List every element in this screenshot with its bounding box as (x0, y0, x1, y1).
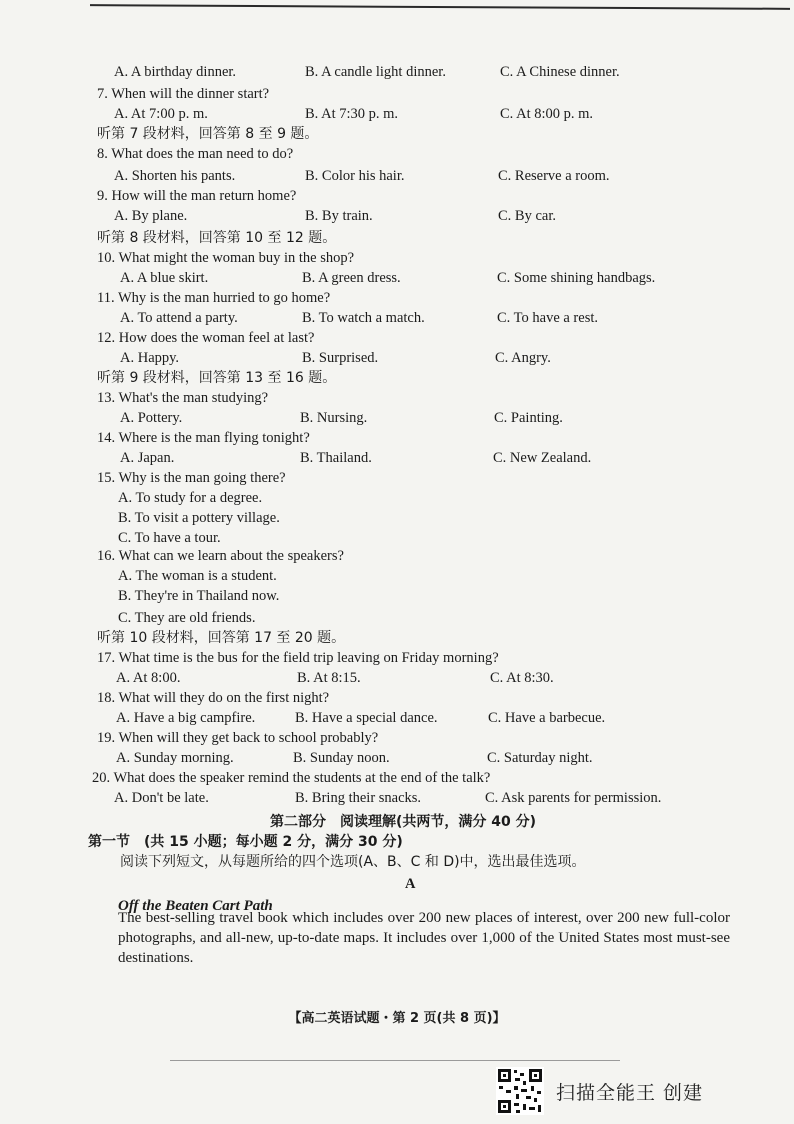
question-line (0, 648, 794, 668)
passage-paragraph (118, 908, 730, 968)
answer-option: C. By car. (498, 208, 556, 224)
question-text: C. They are old friends. (118, 610, 256, 626)
answer-option: C. Saturday night. (487, 750, 593, 766)
question-text: 15. Why is the man going there? (97, 470, 286, 486)
question-text: B. To visit a pottery village. (118, 510, 280, 526)
question-text: B. They're in Thailand now. (118, 588, 280, 604)
question-text: 18. What will they do on the first night? (97, 690, 330, 706)
question-line (0, 288, 794, 308)
question-line (0, 388, 794, 408)
answer-option: A. Don't be late. (114, 790, 209, 806)
section-one-heading-line (0, 832, 794, 852)
question-line (0, 144, 794, 164)
answer-option: A. Sunday morning. (116, 750, 234, 766)
question-line (0, 508, 794, 528)
question-line (0, 428, 794, 448)
question-line (0, 408, 794, 428)
passage-letter: A (405, 876, 416, 892)
answer-option: B. Color his hair. (305, 168, 405, 184)
answer-option: A. By plane. (114, 208, 188, 224)
question-line (0, 268, 794, 288)
question-line (0, 468, 794, 488)
answer-option: A. A blue skirt. (120, 270, 209, 286)
answer-option: A. At 8:00. (116, 670, 181, 686)
question-line (0, 788, 794, 808)
question-line (0, 768, 794, 788)
answer-option: B. Sunday noon. (293, 750, 390, 766)
answer-option: B. A green dress. (302, 270, 401, 286)
scanner-watermark: 扫描全能王 创建 (556, 1082, 704, 1104)
question-line (0, 206, 794, 226)
question-line (0, 586, 794, 606)
answer-option: C. A Chinese dinner. (500, 64, 620, 80)
page-footer: 【高二英语试题・第 2 页(共 8 页)】 (288, 1011, 506, 1026)
section-instruction-line (0, 124, 794, 144)
question-line (0, 608, 794, 628)
section-instruction-line (0, 628, 794, 648)
answer-option: C. Reserve a room. (498, 168, 610, 184)
answer-option: B. Nursing. (300, 410, 368, 426)
question-line (0, 84, 794, 104)
answer-option: C. At 8:00 p. m. (500, 106, 594, 122)
answer-option: C. Some shining handbags. (497, 270, 656, 286)
question-line (0, 488, 794, 508)
question-line (0, 728, 794, 748)
answer-option: B. Surprised. (302, 350, 379, 366)
question-line (0, 328, 794, 348)
question-text: 12. How does the woman feel at last? (97, 330, 315, 346)
answer-option: B. A candle light dinner. (305, 64, 446, 80)
question-line (0, 186, 794, 206)
question-text: 13. What's the man studying? (97, 390, 269, 406)
answer-option: C. Painting. (494, 410, 563, 426)
answer-option: A. A birthday dinner. (114, 64, 237, 80)
question-text: 7. When will the dinner start? (97, 86, 270, 102)
answer-option: C. Angry. (495, 350, 551, 366)
answer-option: A. To attend a party. (120, 310, 238, 326)
section-instruction: 听第 8 段材料，回答第 10 至 12 题。 (97, 230, 337, 246)
question-line (0, 748, 794, 768)
question-text: 11. Why is the man hurried to go home? (97, 290, 331, 306)
answer-option: B. At 7:30 p. m. (305, 106, 399, 122)
section-instruction: 听第 9 段材料，回答第 13 至 16 题。 (97, 370, 337, 386)
question-line (0, 546, 794, 566)
part-two-heading-line (0, 812, 794, 832)
question-line (0, 668, 794, 688)
section-instruction: 听第 7 段材料，回答第 8 至 9 题。 (97, 126, 319, 142)
instruction-line (0, 852, 794, 872)
question-line (0, 708, 794, 728)
question-text: 9. How will the man return home? (97, 188, 297, 204)
question-text: 17. What time is the bus for the field trip leaving on Friday morning? (97, 650, 499, 666)
answer-option: A. Japan. (120, 450, 175, 466)
question-line (0, 566, 794, 586)
question-line (0, 448, 794, 468)
question-line (0, 688, 794, 708)
question-line (0, 308, 794, 328)
answer-option: A. Pottery. (120, 410, 183, 426)
answer-option: C. To have a rest. (497, 310, 598, 326)
bottom-rule (170, 1060, 620, 1061)
answer-option: A. Have a big campfire. (116, 710, 256, 726)
answer-option: A. Happy. (120, 350, 180, 366)
question-line (0, 248, 794, 268)
passage-title: Off the Beaten Cart Path (118, 898, 273, 914)
part-two-heading: 第二部分 阅读理解(共两节，满分 40 分) (270, 814, 537, 830)
answer-option: B. By train. (305, 208, 373, 224)
passage-text: The best-selling travel book which includes over 200 new places of interest, over 200 new full-color photographs, and all-new, up-to-date maps. It includes over 1,000 of the United States most must-see destinations. (118, 910, 730, 966)
question-text: 20. What does the speaker remind the students at the end of the talk? (92, 770, 491, 786)
instruction-text: 阅读下列短文，从每题所给的四个选项(A、B、C 和 D)中，选出最佳选项。 (120, 854, 586, 870)
answer-option: B. At 8:15. (297, 670, 361, 686)
question-text: 19. When will they get back to school probably? (97, 730, 379, 746)
answer-option: A. At 7:00 p. m. (114, 106, 208, 122)
answer-option: B. To watch a match. (302, 310, 425, 326)
question-text: A. The woman is a student. (118, 568, 277, 584)
qr-code-icon (496, 1067, 544, 1115)
question-text: 8. What does the man need to do? (97, 146, 294, 162)
section-one-heading: 第一节 (共 15 小题；每小题 2 分，满分 30 分) (88, 834, 403, 850)
section-instruction: 听第 10 段材料，回答第 17 至 20 题。 (97, 630, 346, 646)
section-instruction-line (0, 368, 794, 388)
answer-option: C. Have a barbecue. (488, 710, 606, 726)
answer-option: A. Shorten his pants. (114, 168, 236, 184)
question-line (0, 528, 794, 548)
answer-option: C. Ask parents for permission. (485, 790, 662, 806)
question-text: 16. What can we learn about the speakers? (97, 548, 344, 564)
question-line (0, 104, 794, 124)
question-text: C. To have a tour. (118, 530, 221, 546)
question-line (0, 348, 794, 368)
question-line (0, 166, 794, 186)
answer-option: C. New Zealand. (493, 450, 592, 466)
answer-option: B. Thailand. (300, 450, 372, 466)
answer-option: B. Bring their snacks. (295, 790, 422, 806)
section-instruction-line (0, 228, 794, 248)
question-line (0, 62, 794, 82)
passage-letter-line (0, 874, 794, 894)
answer-option: C. At 8:30. (490, 670, 554, 686)
question-text: 14. Where is the man flying tonight? (97, 430, 310, 446)
question-text: 10. What might the woman buy in the shop? (97, 250, 355, 266)
question-text: A. To study for a degree. (118, 490, 263, 506)
answer-option: B. Have a special dance. (295, 710, 438, 726)
